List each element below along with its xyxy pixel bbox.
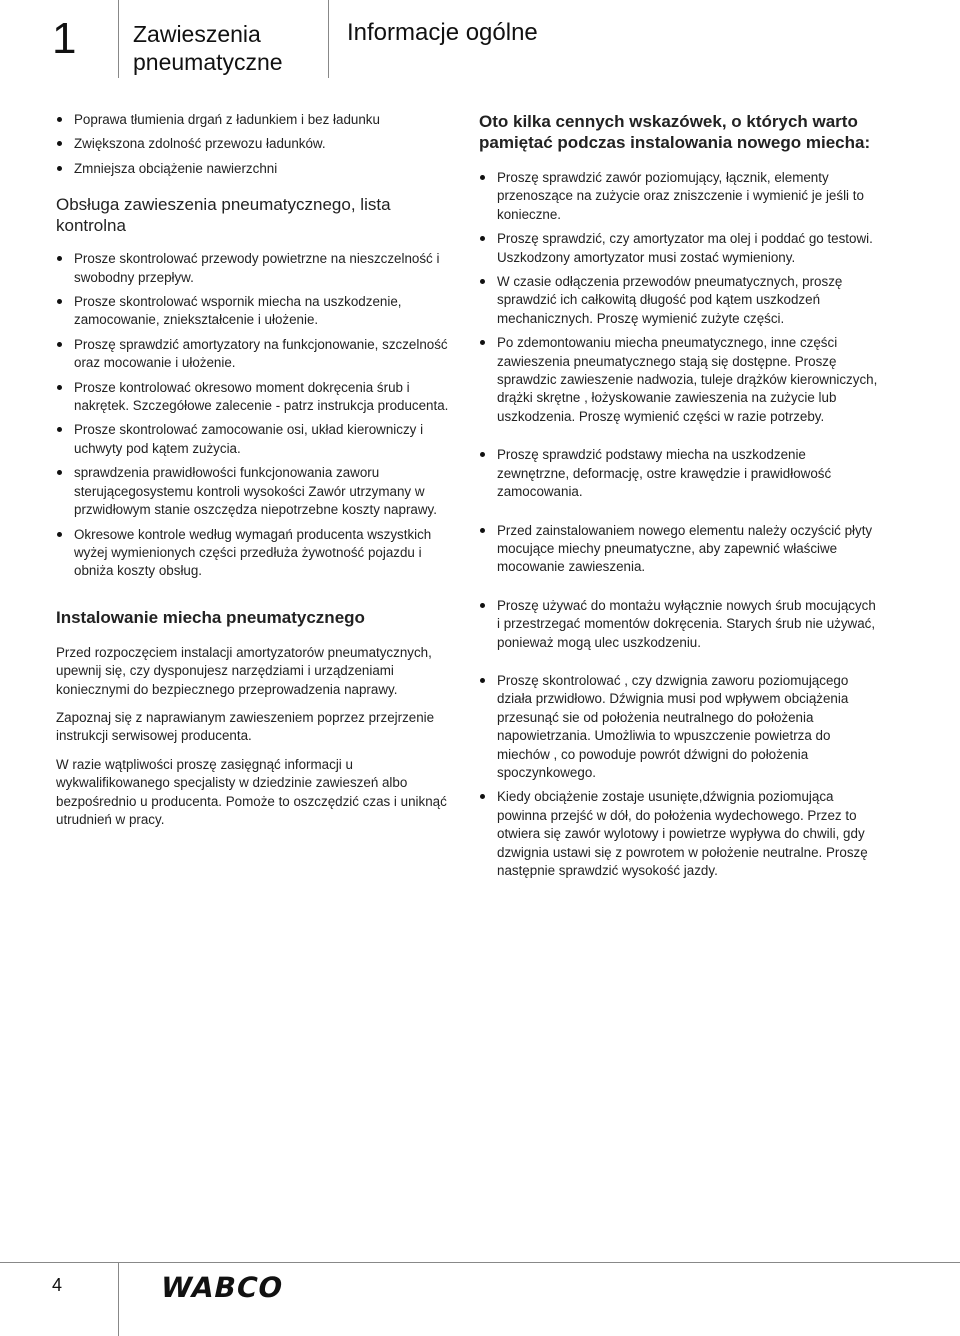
list-item: Poprawa tłumienia drgań z ładunkiem i bez ładunku — [56, 111, 456, 129]
left-column — [56, 111, 456, 839]
intro-bullet-list — [56, 111, 456, 178]
list-item: sprawdzenia prawidłowości funkcjonowania zaworu sterującegosystemu kontroli wysokości Zawór utrzymany w przwidłowym stanie oszczędza niepotrzebne koszty naprawy. — [56, 464, 456, 519]
chapter-number: 1 — [52, 14, 77, 63]
paragraph: W razie wątpliwości proszę zasięgnąć informacji u wykwalifikowanego specjalisty w dziedzinie zawieszeń albo bezpośrednio u producenta. Pomoże to oszczędzić czas i uniknąć utrudnień w pracy. — [56, 756, 447, 827]
checklist-bullet-list — [56, 250, 456, 581]
list-item: Proszę skontrolować , czy dzwignia zaworu poziomującego działa przwidłowo. Dźwignia musi pod wpływem obciążenia przesunąć sie od położenia neutralnego do położenia napowietrzania. Umożliwia to wpuszczenie powietrza do miechów , co powoduje powrót dźwigni do położenia spoczynkowego. — [479, 672, 879, 782]
section-title: Informacje ogólne — [347, 19, 538, 46]
header-divider — [328, 0, 329, 78]
list-item: Proszę używać do montażu wyłącznie nowych śrub mocujących i przestrzegać momentów dokręcenia. Starych śrub nie używać, ponieważ mogą ulec uszkodzeniu. — [479, 597, 879, 652]
wabco-logo: WABCO — [157, 1271, 287, 1304]
list-item: Zwiększona zdolność przewozu ładunków. — [56, 135, 456, 153]
list-item: Proszę sprawdzić amortyzatory na funkcjonowanie, szczelność oraz mocowanie i ułożenie. — [56, 336, 456, 373]
list-item: Prosze kontrolować okresowo moment dokręcenia śrub i nakrętek. Szczegółowe zalecenie - patrz instrukcja producenta. — [56, 379, 456, 416]
list-item: Przed zainstalowaniem nowego elementu należy oczyścić płyty mocujące miechy pneumatyczne, aby zapewnić właściwe mocowanie zawieszenia. — [479, 522, 879, 577]
list-item: Prosze skontrolować zamocowanie osi, układ kierowniczy i uchwyty pod kątem zużycia. — [56, 421, 456, 458]
paragraph: Przed rozpoczęciem instalacji amortyzatorów pneumatycznych, upewnij się, czy dysponujesz narzędziami i urządzeniami koniecznymi do bezpiecznego przeprowadzenia naprawy. — [56, 644, 432, 697]
chapter-title: Zawieszenia pneumatyczne — [133, 21, 283, 75]
list-item: Proszę sprawdzić, czy amortyzator ma olej i poddać go testowi. Uszkodzony amortyzator musi zostać wymieniony. — [479, 230, 879, 267]
list-item: Po zdemontowaniu miecha pneumatycznego, inne części zawieszenia pneumatycznego stają się dostępne. Proszę sprawdzic zawieszenie nadwozia, tuleje drążków kierowniczych, drążki skrętne , łożyskowanie zawieszenia na zużycie lub uszkodzenia. Proszę wymienić części w razie potrzeby. — [479, 334, 879, 426]
page-header — [0, 0, 960, 82]
list-item: Proszę sprawdzić zawór poziomujący, łącznik, elementy przenoszące na zużycie oraz zniszczenie i wymienić je jeśli to konieczne. — [479, 169, 879, 224]
list-item: Proszę sprawdzić podstawy miecha na uszkodzenie zewnętrzne, deformację, ostre krawędzie i prawidłowość zamocowania. — [479, 446, 879, 501]
install-heading: Instalowanie miecha pneumatycznego — [56, 607, 365, 627]
list-item: Okresowe kontrole według wymagań producenta wszystkich wyżej wymienionych części przedłuża żywotność pojazdu i obniża koszty obsług. — [56, 526, 456, 581]
list-item: Zmniejsza obciążenie nawierzchni — [56, 160, 456, 178]
right-column — [479, 111, 879, 886]
paragraph: Zapoznaj się z naprawianym zawieszeniem poprzez przejrzenie instrukcji serwisowej producenta. — [56, 709, 435, 744]
header-divider — [118, 0, 119, 78]
page-number: 4 — [52, 1275, 63, 1295]
checklist-heading: Obsługa zawieszenia pneumatycznego, lista kontrolna — [56, 195, 391, 236]
footer-divider — [118, 1262, 119, 1336]
list-item: Prosze skontrolować przewody powietrzne na nieszczelność i swobodny przepływ. — [56, 250, 456, 287]
footer-divider — [0, 1262, 960, 1263]
list-item: W czasie odłączenia przewodów pneumatycznych, proszę sprawdzić ich całkowitą długość pod kątem uszkodzeń mechanicznych. Proszę wymienić zużyte części. — [479, 273, 879, 328]
list-item: Prosze skontrolować wspornik miecha na uszkodzenie, zamocowanie, zniekształcenie i ułożenie. — [56, 293, 456, 330]
tips-heading: Oto kilka cennych wskazówek, o których warto pamiętać podczas instalowania nowego miecha: — [479, 112, 871, 152]
tips-bullet-list — [479, 169, 879, 880]
list-item: Kiedy obciążenie zostaje usunięte,dźwignia poziomująca powinna przejść w dół, do położenia wydechowego. Przez to otwiera się zawór wylotowy i powietrze wypływa do chwili, gdy dzwignia ustawi się z powrotem w położenie neutralne. Proszę następnie sprawdzić wysokość jazdy. — [479, 788, 879, 880]
